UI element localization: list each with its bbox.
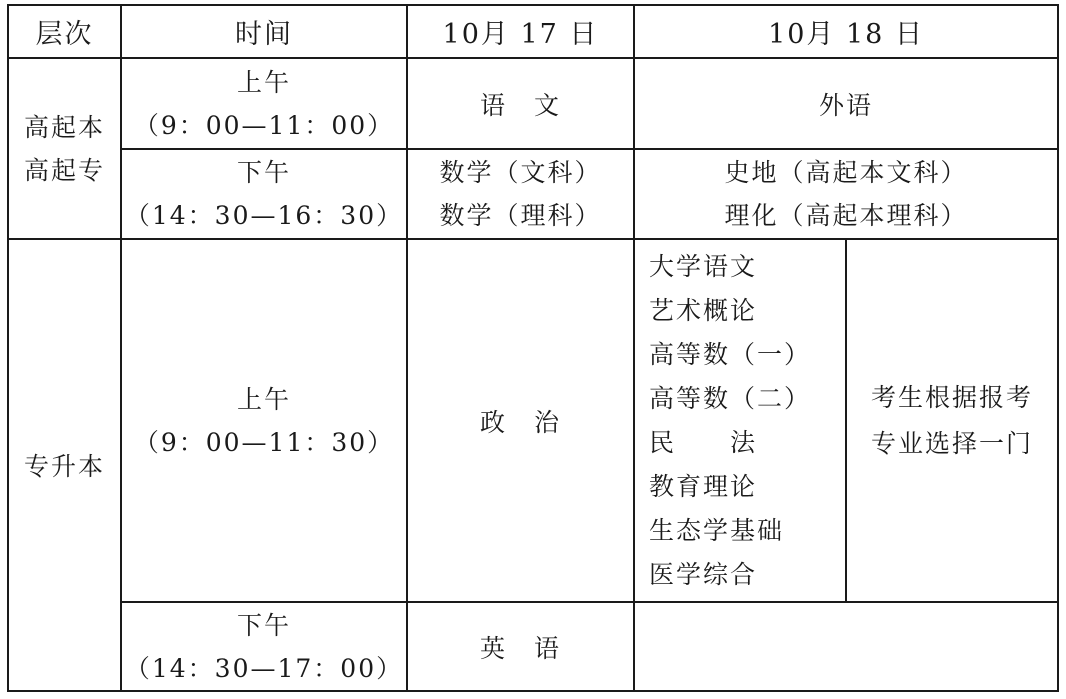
zsb-pm-time-cell — [121, 602, 407, 691]
header-level: 层次 — [8, 5, 121, 58]
gqb-am-day2: 外语 — [634, 58, 1058, 149]
header-day2: 10月 18 日 — [634, 5, 1058, 58]
level-gqb-zhuan: 高起专 — [23, 155, 105, 185]
gqb-am-label: 上午 — [236, 67, 291, 97]
zsb-note-line: 考生根据报考 — [871, 382, 1034, 412]
gqb-morning-row — [8, 58, 1058, 149]
zsb-level-cell: 专升本 — [8, 239, 121, 691]
zsb-am-note-cell — [846, 239, 1058, 602]
zsb-note-line: 专业选择一门 — [871, 428, 1034, 458]
zsb-pm-time: （14：30—17：00） — [124, 653, 404, 683]
header-row — [8, 5, 1058, 58]
gqb-am-day1: 语 文 — [407, 58, 634, 149]
zsb-am-label: 上午 — [236, 384, 291, 414]
zsb-pm-label: 下午 — [236, 610, 291, 640]
gqb-pm-day1-arts: 数学（文科） — [439, 158, 602, 187]
gqb-pm-day2-cell — [634, 149, 1058, 239]
subject-item: 高等数（二） — [649, 383, 812, 413]
zsb-am-day1: 政 治 — [407, 239, 634, 602]
gqb-pm-time: （14：30—16：30） — [124, 201, 404, 230]
subject-item: 生态学基础 — [649, 515, 785, 545]
gqb-pm-label: 下午 — [236, 158, 291, 187]
header-day1: 10月 17 日 — [407, 5, 634, 58]
gqb-pm-day1-science: 数学（理科） — [439, 201, 602, 230]
exam-schedule-table — [7, 4, 1059, 692]
header-time: 时间 — [121, 5, 407, 58]
zsb-morning-row — [8, 239, 1058, 602]
level-gqb-ben: 高起本 — [23, 112, 105, 142]
zsb-pm-day2 — [634, 602, 1058, 691]
subject-item: 民 法 — [649, 427, 758, 457]
gqb-pm-day2-science: 理化（高起本理科） — [724, 201, 968, 230]
gqb-level-cell — [8, 58, 121, 239]
zsb-am-time: （9：00—11：30） — [133, 427, 395, 457]
zsb-am-time-cell — [121, 239, 407, 602]
gqb-am-time-cell — [121, 58, 407, 149]
gqb-pm-day2-arts: 史地（高起本文科） — [724, 158, 968, 187]
zsb-pm-day1: 英 语 — [407, 602, 634, 691]
subject-item: 高等数（一） — [649, 339, 812, 369]
zsb-afternoon-row — [8, 602, 1058, 691]
gqb-pm-day1-cell — [407, 149, 634, 239]
subject-item: 医学综合 — [649, 559, 758, 589]
subject-item: 教育理论 — [649, 471, 758, 501]
zsb-am-subject-list — [634, 239, 846, 602]
gqb-afternoon-row — [8, 149, 1058, 239]
subject-item: 大学语文 — [649, 251, 758, 281]
gqb-am-time: （9：00—11：00） — [133, 110, 395, 140]
subject-item: 艺术概论 — [649, 295, 758, 325]
gqb-pm-time-cell — [121, 149, 407, 239]
